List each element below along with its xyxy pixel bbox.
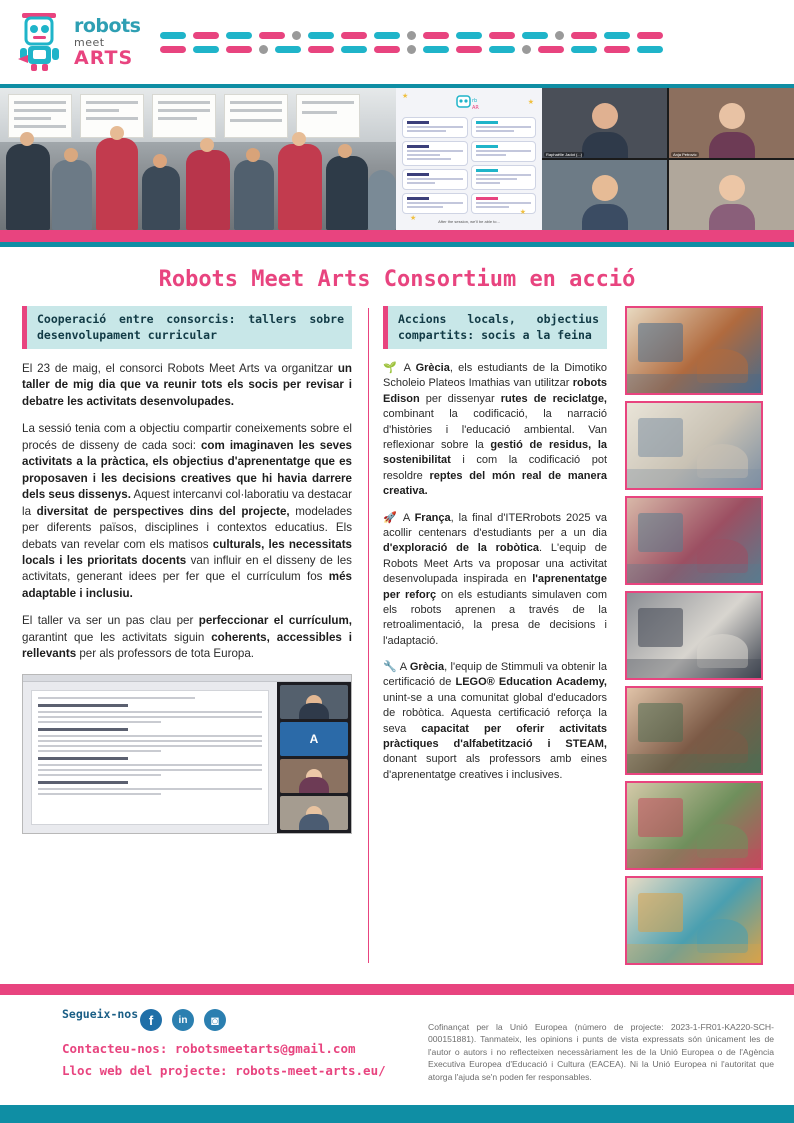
photo-shape (627, 849, 761, 868)
main-content (0, 247, 794, 965)
participant-body (709, 132, 755, 158)
text-run: combinant la codificació, la narració d'històries i l'educació ambiental. Van reflexionar sobre la (383, 408, 607, 451)
column-right-photos (619, 306, 772, 965)
text-run: donant suport als professors amb eines d'aprenentatge creatives i inclusives. (383, 753, 607, 781)
follow-label: Segueix-nos (62, 1007, 139, 1021)
photo-video-call-grid (542, 88, 794, 230)
contact-label: Contacteu-nos: (62, 1041, 168, 1056)
photo-shape (627, 564, 761, 583)
decorative-dash (456, 46, 482, 53)
decorative-dash (374, 46, 400, 53)
website-label: Lloc web del projecte: (62, 1063, 228, 1078)
text-run-bold: rutes de reciclatge, (500, 392, 607, 405)
text-run-bold: gestió de residus, la sostenibilitat (383, 438, 607, 467)
photo-shape (638, 608, 684, 647)
text-run-bold: com imaginaven les seves activitats a la pràctica, els objectius d'aprenentatge que es proposaven i les decisions creatives que hi havia darrere dels seus dissenys. (22, 438, 352, 502)
text-run: per als professors de tota Europa. (76, 647, 255, 661)
text-run: La sessió tenia com a objectiu compartir coneixements sobre el procés de disseny de cada soci: (22, 422, 352, 452)
photo-shape (638, 418, 684, 457)
instagram-icon[interactable]: ◙ (204, 1009, 226, 1031)
photo-shape (627, 659, 761, 678)
mid-paragraph-2 (383, 511, 607, 650)
photo-robot-build (625, 781, 763, 870)
decorative-dash (423, 32, 449, 39)
text-run-bold: capacitat per oferir activitats pràctiques d'alfabetització i STEAM, (383, 722, 607, 751)
participant-head (719, 103, 745, 129)
video-tile-2 (669, 88, 794, 158)
left-paragraph-3 (22, 613, 352, 662)
mid-paragraph-1 (383, 361, 607, 500)
photo-tabletop-activity (625, 876, 763, 965)
photo-shape (638, 798, 684, 837)
page-header (0, 0, 794, 84)
footer-disclaimer-block (410, 1007, 774, 1095)
participant-head (592, 175, 618, 201)
facebook-icon[interactable]: f (140, 1009, 162, 1031)
photo-shape (627, 469, 761, 488)
decorative-dash (308, 46, 334, 53)
participant-head (592, 103, 618, 129)
text-run-bold: França (414, 511, 451, 524)
decorative-dash (226, 32, 252, 39)
brand-line-2: meet (74, 35, 105, 49)
text-run-bold: l'aprenentatge per reforç (383, 573, 607, 601)
text-run: El taller va ser un pas clau per (22, 614, 199, 628)
decorative-dash-pattern (148, 26, 786, 59)
brand-line-3: ARTS (74, 46, 134, 69)
page-title: Robots Meet Arts Consortium en acció (158, 267, 636, 292)
photo-lab-wall (625, 401, 763, 490)
text-run-bold: coherents, accessibles i rellevants (22, 630, 352, 661)
dash-row-2 (160, 45, 776, 54)
decorative-dot (407, 31, 416, 40)
video-tile-3 (542, 160, 667, 230)
decorative-dash (538, 46, 564, 53)
brand-line-1: robots (74, 14, 141, 37)
decorative-dash (341, 32, 367, 39)
photo-shape (638, 323, 684, 362)
text-run: van influir en el disseny de les activitats, generant idees per fer que el currículum fos (22, 554, 352, 584)
teal-divider-bottom (0, 1105, 794, 1123)
left-paragraph-1 (22, 361, 352, 410)
pink-divider-top (0, 230, 794, 242)
column-left (22, 306, 368, 965)
svg-text:rb: rb (472, 98, 478, 104)
website-line (20, 1063, 410, 1078)
left-section-tag: Cooperació entre consorcis: tallers sobre desenvolupament curricular (22, 306, 352, 349)
text-run: on els estudiants simulaven com els robots aprenen a través de la retroalimentació, la presa de decisions i l'adaptació. (383, 588, 607, 647)
photo-presentation-slide: ★ ★ ★ ★ rb AR After the session, we'll be able to... (396, 88, 542, 230)
text-run: A (402, 511, 415, 524)
decorative-dash (456, 32, 482, 39)
photo-shape (638, 893, 684, 932)
robot-mascot-icon (16, 11, 70, 73)
text-run: , els estudiants de la Dimotiko Scholeio Plateos Imathias van utilitzar (383, 362, 607, 390)
brand-logo (8, 11, 148, 73)
text-run-bold: Grècia (415, 362, 450, 375)
text-run-bold: diversitat de perspectives dins del projecte, (36, 504, 290, 518)
text-run: Aquest intercanvi col·laboratiu va destacar la (22, 488, 352, 518)
pink-divider-bottom (0, 984, 794, 995)
participant-body (709, 204, 755, 230)
eu-funding-disclaimer: Cofinançat per la Unió Europea (número de projecte: 2023-1-FR01-KA220-SCH-000151881). Tanmateix, les opinions i punts de vista expressats són únicament les de l'autor o autors i no reflecteixen necessàriament les de la Unió Europea o de l'Agència Executiva Europea d'Educació i Cultura (EACEA). Ni la Unió Europea ni l'autoritat que atorga l'ajuda se'n poden fer responsables. (428, 1022, 774, 1082)
decorative-dash (374, 32, 400, 39)
photo-workshop-room (0, 88, 396, 230)
decorative-dash (604, 32, 630, 39)
rocket-icon: 🚀 (383, 511, 399, 524)
decorative-dash (308, 32, 334, 39)
photo-online-workshop-screenshot: A (22, 674, 352, 834)
text-run-bold: d'exploració de la robòtica (383, 542, 540, 555)
photo-team-certificate (625, 686, 763, 775)
participant-name: Raphaëlle Jadot (...) (546, 152, 583, 157)
text-run: i com la codificació pot resoldre (383, 454, 607, 482)
participant-body (582, 204, 628, 230)
decorative-dash (522, 32, 548, 39)
decorative-dash (571, 32, 597, 39)
decorative-dot (407, 45, 416, 54)
text-run: . L'equip de Robots Meet Arts va proposar una activitat desenvolupada inspirada en (383, 542, 607, 586)
decorative-dot (292, 31, 301, 40)
photo-students-workshop (625, 496, 763, 585)
photo-lego-robot-desk (625, 591, 763, 680)
text-run-bold: un taller de mig dia que va reunir tots els socis per revisar i debatre les activitats desenvolupades. (22, 362, 352, 408)
hero-photo-band (0, 84, 794, 230)
photo-shape (627, 754, 761, 773)
decorative-dash (637, 32, 663, 39)
decorative-dot (555, 31, 564, 40)
decorative-dash (341, 46, 367, 53)
decorative-dash (275, 46, 301, 53)
text-run-bold: més adaptable i inclusiu. (22, 570, 352, 600)
text-run-bold: culturals, les necessitats locals i les prioritats docents (22, 537, 353, 568)
decorative-dash (160, 46, 186, 53)
left-paragraph-2 (22, 421, 352, 602)
text-run: El 23 de maig, el consorci Robots Meet Arts va organitzar (22, 362, 338, 376)
text-run-bold: robots Edison (383, 377, 607, 405)
text-run: A (403, 362, 416, 375)
decorative-dash (489, 46, 515, 53)
video-tile-4 (669, 160, 794, 230)
decorative-dash (604, 46, 630, 53)
decorative-dash (226, 46, 252, 53)
text-run: garantint que les activitats siguin (22, 630, 212, 644)
decorative-dash (193, 32, 219, 39)
photo-shape (638, 703, 684, 742)
text-run-bold: Grècia (409, 661, 445, 674)
svg-text:AR: AR (472, 105, 479, 111)
decorative-dash (489, 32, 515, 39)
text-run: per dissenyar (419, 392, 501, 405)
contact-line (20, 1041, 410, 1056)
participant-body (582, 132, 628, 158)
linkedin-icon[interactable]: in (172, 1009, 194, 1031)
decorative-dot (259, 45, 268, 54)
decorative-dash (423, 46, 449, 53)
text-run: A (399, 661, 410, 674)
photo-shape (638, 513, 684, 552)
participant-head (719, 175, 745, 201)
decorative-dash (637, 46, 663, 53)
text-run: , l'equip de Stimmuli va obtenir la certificació de (383, 661, 607, 689)
mid-section-tag: Accions locals, objectius compartits: socis a la feina (383, 306, 607, 349)
page-footer (0, 984, 794, 1123)
photo-shape (627, 374, 761, 393)
wrench-icon: 🔧 (383, 661, 397, 674)
brand-wordmark (74, 14, 141, 69)
seedling-icon: 🌱 (383, 362, 399, 375)
decorative-dash (160, 32, 186, 39)
decorative-dash (259, 32, 285, 39)
website-url[interactable]: robots-meet-arts.eu/ (235, 1063, 386, 1078)
text-run: unint-se a una comunitat global d'educadors de robòtica. Aquesta certificació reforça la seva (383, 691, 607, 735)
text-run-bold: LEGO® Education Academy, (455, 676, 607, 689)
footer-contact-block (20, 1007, 410, 1095)
decorative-dash (193, 46, 219, 53)
participant-name: Anja Petrovic (673, 152, 697, 157)
photo-classroom-posters (625, 306, 763, 395)
video-tile-1 (542, 88, 667, 158)
column-middle (369, 306, 619, 965)
text-run-bold: reptes del món real de manera creativa. (383, 469, 608, 498)
photo-shape (627, 944, 761, 963)
decorative-dot (522, 45, 531, 54)
decorative-dash (571, 46, 597, 53)
dash-row-1 (160, 31, 776, 40)
text-run: modelades per diferents països, disciplines i contextos educatius. Els debats van revelar com els matisos (22, 504, 352, 551)
contact-email[interactable]: robotsmeetarts@gmail.com (174, 1041, 356, 1056)
text-run-bold: perfeccionar el currículum, (198, 614, 353, 628)
mid-paragraph-3 (383, 660, 607, 783)
text-run: , la final d'ITERrobots 2025 va acollir centenars d'estudiants per a un dia (383, 511, 607, 539)
